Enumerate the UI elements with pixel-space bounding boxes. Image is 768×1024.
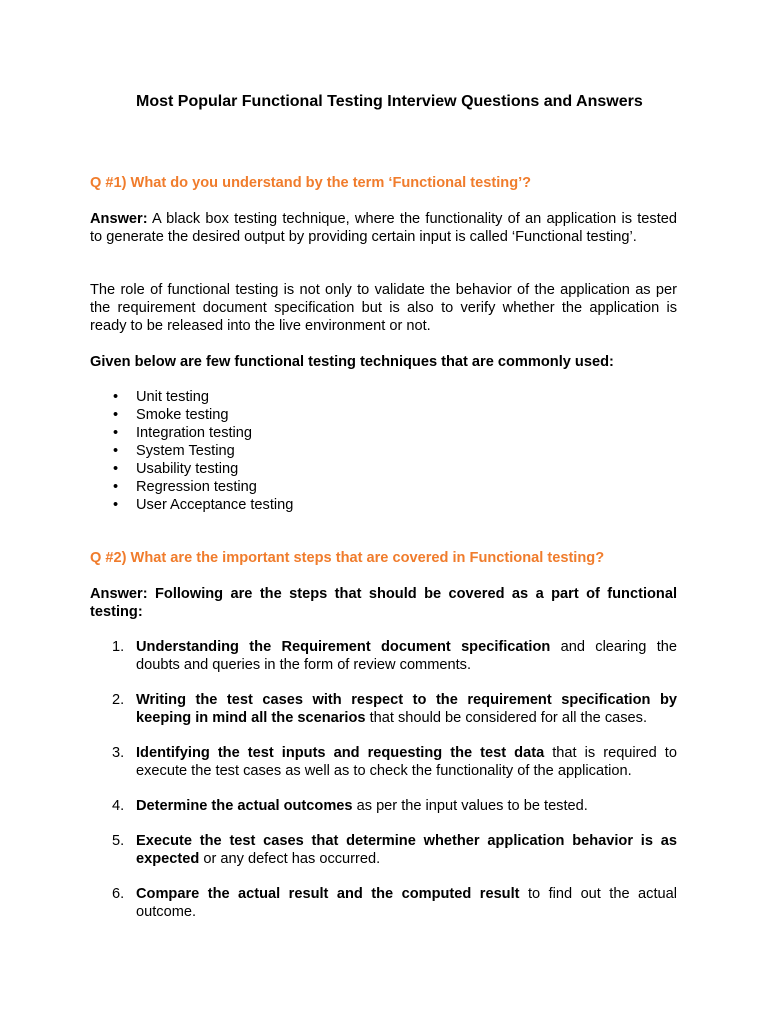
question-2: Q #2) What are the important steps that are covered in Functional testing? bbox=[90, 550, 605, 566]
techniques-list bbox=[90, 388, 677, 514]
step-number: 5. bbox=[112, 833, 125, 849]
techniques-heading: Given below are few functional testing techniques that are commonly used: bbox=[90, 354, 614, 370]
bullet-icon: • bbox=[113, 425, 119, 441]
list-item: • System Testing bbox=[113, 443, 235, 459]
list-item: 2. Writing the test cases with respect to the requirement specification by keeping in mind all the scenarios that should be considered for all the cases. bbox=[112, 692, 677, 726]
step-number: 3. bbox=[112, 745, 125, 761]
page-title: Most Popular Functional Testing Interview Questions and Answers bbox=[136, 93, 643, 110]
list-item: • Regression testing bbox=[113, 479, 257, 495]
list-item: • Smoke testing bbox=[113, 407, 229, 423]
list-item: 3. Identifying the test inputs and requesting the test data that is required to execute the test cases as well as to check the functionality of the application. bbox=[112, 745, 677, 779]
answer-2: Answer: Following are the steps that should be covered as a part of functional testing: bbox=[90, 586, 677, 620]
list-item: • Unit testing bbox=[113, 389, 210, 405]
bullet-icon: • bbox=[113, 497, 119, 513]
step-number: 4. bbox=[112, 798, 125, 814]
steps-list bbox=[90, 638, 677, 938]
list-item: • Usability testing bbox=[113, 461, 239, 477]
list-item: 6. Compare the actual result and the computed result to find out the actual outcome. bbox=[112, 886, 677, 920]
list-item: • Integration testing bbox=[113, 425, 253, 441]
bullet-icon: • bbox=[113, 389, 119, 405]
list-item: 4. Determine the actual outcomes as per the input values to be tested. bbox=[112, 798, 588, 814]
bullet-icon: • bbox=[113, 461, 119, 477]
role-paragraph: The role of functional testing is not only to validate the behavior of the application as per the requirement document specification but is also to verify whether the application is ready to be released into the live environment or not. bbox=[90, 282, 677, 334]
bullet-icon: • bbox=[113, 479, 119, 495]
list-item: 5. Execute the test cases that determine whether application behavior is as expected or any defect has occurred. bbox=[112, 833, 677, 867]
answer-1 bbox=[90, 210, 677, 246]
list-item: 1. Understanding the Requirement document specification and clearing the doubts and queries in the form of review comments. bbox=[112, 639, 677, 673]
bullet-icon: • bbox=[113, 407, 119, 423]
step-number: 6. bbox=[112, 886, 125, 902]
question-1: Q #1) What do you understand by the term ‘Functional testing’? bbox=[90, 175, 532, 191]
step-number: 1. bbox=[112, 639, 125, 655]
answer-1-text: A black box testing technique, where the functionality of an application is tested to generate the desired output by providing certain input is called ‘Functional testing’. bbox=[90, 211, 677, 245]
list-item: • User Acceptance testing bbox=[113, 497, 294, 513]
step-number: 2. bbox=[112, 692, 125, 708]
answer-1-label: Answer: bbox=[90, 211, 148, 227]
bullet-icon: • bbox=[113, 443, 119, 459]
